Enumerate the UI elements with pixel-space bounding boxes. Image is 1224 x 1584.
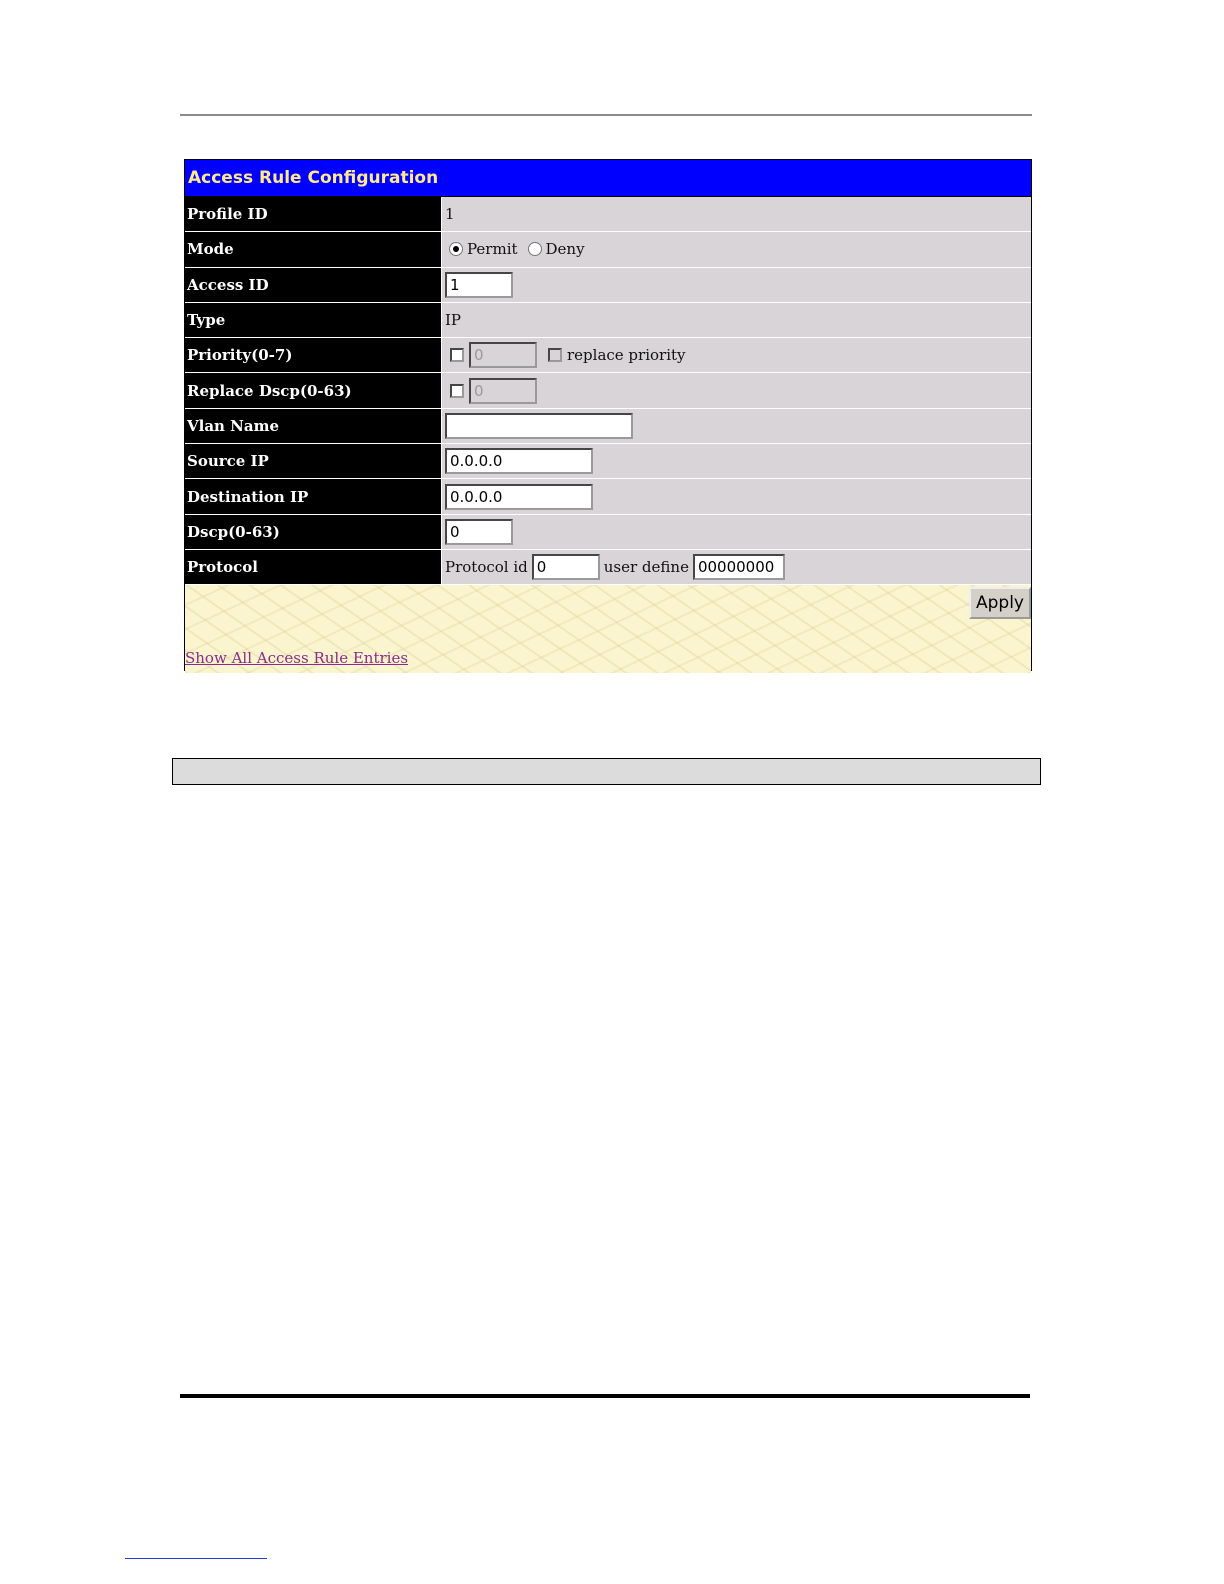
access-rule-panel xyxy=(184,159,1032,671)
priority-input[interactable]: 0 xyxy=(469,342,537,368)
row-destination-ip xyxy=(185,479,1031,514)
top-rule xyxy=(180,114,1032,116)
row-dscp xyxy=(185,515,1031,550)
bottom-rule xyxy=(180,1394,1030,1398)
protocol-id-input[interactable]: 0 xyxy=(532,554,600,580)
user-define-input[interactable]: 00000000 xyxy=(693,554,785,580)
replace-priority-checkbox[interactable] xyxy=(548,348,562,362)
dscp-label: Dscp(0-63) xyxy=(185,515,441,549)
access-id-value xyxy=(441,268,1031,302)
row-replace-dscp xyxy=(185,373,1031,408)
show-all-entries-link[interactable]: Show All Access Rule Entries xyxy=(185,649,409,668)
source-ip-input[interactable]: 0.0.0.0 xyxy=(445,448,593,474)
permit-label: Permit xyxy=(467,240,518,259)
type-label: Type xyxy=(185,303,441,337)
button-area xyxy=(185,585,1031,673)
priority-value xyxy=(441,338,1031,372)
dscp-value xyxy=(441,515,1031,549)
protocol-id-label: Protocol id xyxy=(445,558,528,577)
dscp-input[interactable]: 0 xyxy=(445,519,513,545)
permit-radio[interactable] xyxy=(449,242,463,256)
replace-priority-label: replace priority xyxy=(567,346,686,365)
deny-radio[interactable] xyxy=(528,242,542,256)
destination-ip-label: Destination IP xyxy=(185,479,441,513)
destination-ip-value xyxy=(441,479,1031,513)
profile-id-label: Profile ID xyxy=(185,197,441,231)
row-priority xyxy=(185,338,1031,373)
row-protocol xyxy=(185,550,1031,585)
user-define-label: user define xyxy=(603,558,689,577)
mode-deny-option[interactable] xyxy=(528,240,585,258)
row-access-id xyxy=(185,268,1031,303)
vlan-name-label: Vlan Name xyxy=(185,409,441,443)
protocol-value xyxy=(441,550,1031,584)
gray-bar xyxy=(172,758,1041,785)
profile-id-value: 1 xyxy=(441,197,1031,231)
replace-dscp-value xyxy=(441,373,1031,407)
replace-dscp-input[interactable]: 0 xyxy=(469,378,537,404)
protocol-label: Protocol xyxy=(185,550,441,584)
mode-permit-option[interactable] xyxy=(449,240,518,258)
replace-dscp-label: Replace Dscp(0-63) xyxy=(185,373,441,407)
vlan-name-input[interactable] xyxy=(445,413,633,439)
destination-ip-input[interactable]: 0.0.0.0 xyxy=(445,484,593,510)
source-ip-value xyxy=(441,444,1031,478)
priority-label: Priority(0-7) xyxy=(185,338,441,372)
mode-label: Mode xyxy=(185,232,441,266)
deny-label: Deny xyxy=(545,240,585,259)
source-ip-label: Source IP xyxy=(185,444,441,478)
row-profile-id xyxy=(185,197,1031,232)
access-id-input[interactable]: 1 xyxy=(445,272,513,298)
row-type xyxy=(185,303,1031,338)
vlan-name-value xyxy=(441,409,1031,443)
row-source-ip xyxy=(185,444,1031,479)
row-vlan-name xyxy=(185,409,1031,444)
type-value: IP xyxy=(441,303,1031,337)
replace-dscp-checkbox[interactable] xyxy=(450,384,464,398)
access-id-label: Access ID xyxy=(185,268,441,302)
mode-value xyxy=(441,232,1031,266)
row-mode xyxy=(185,232,1031,267)
panel-title: Access Rule Configuration xyxy=(185,160,1031,197)
apply-button[interactable]: Apply xyxy=(969,587,1031,619)
priority-checkbox[interactable] xyxy=(450,348,464,362)
footer-line xyxy=(125,1558,267,1559)
